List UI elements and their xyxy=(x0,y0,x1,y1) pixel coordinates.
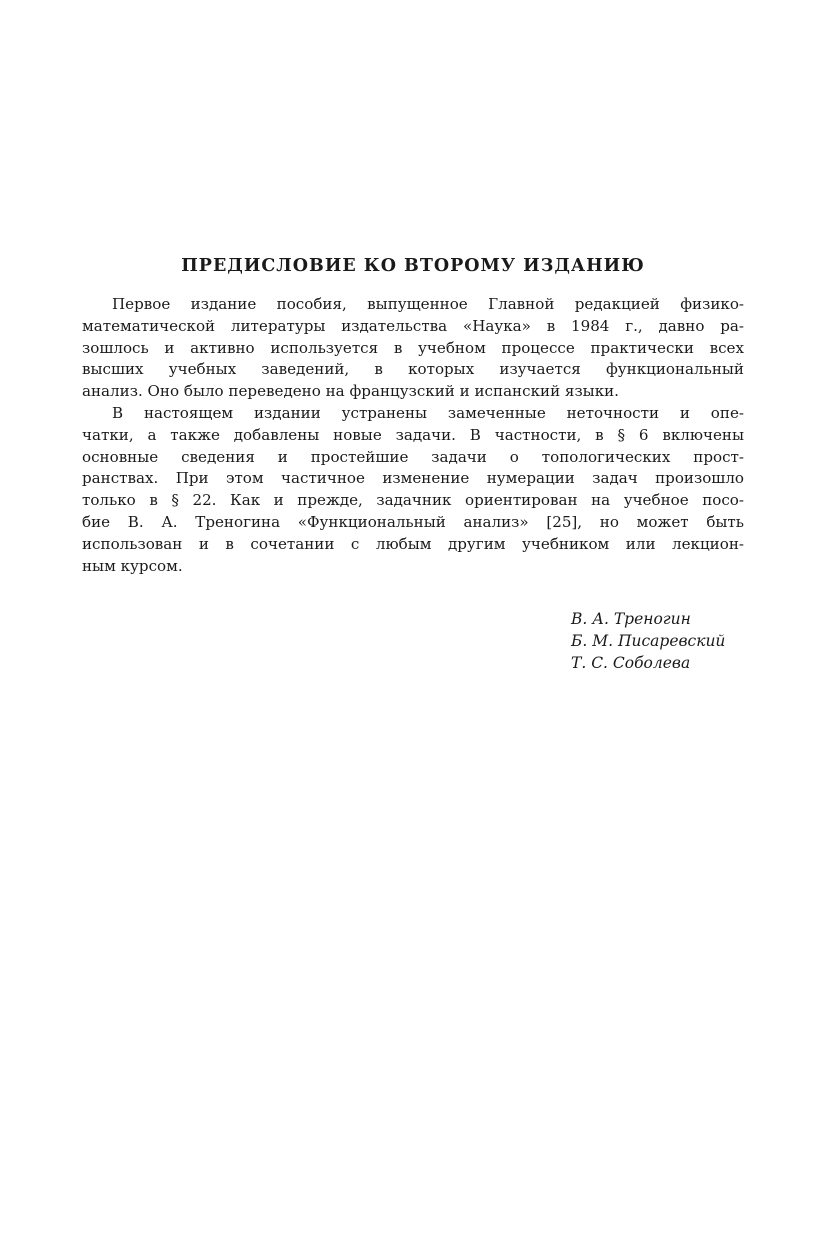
author-signature: Т. С. Соболева xyxy=(571,654,691,672)
text-line: использован и в сочетании с любым другим учебником или лекцион- xyxy=(82,534,744,553)
text-line: В настоящем издании устранены замеченные неточности и опе- xyxy=(112,403,744,422)
preface-body xyxy=(82,294,744,577)
page-title: ПРЕДИСЛОВИЕ КО ВТОРОМУ ИЗДАНИЮ xyxy=(181,256,645,276)
text-line: основные сведения и простейшие задачи о топологических прост- xyxy=(82,447,744,466)
author-signatures xyxy=(571,608,725,674)
text-line: Первое издание пособия, выпущенное Главной редакцией физико- xyxy=(112,295,744,313)
text-line: математической литературы издательства «Наука» в 1984 г., давно ра- xyxy=(82,316,744,335)
text-line: только в § 22. Как и прежде, задачник ориентирован на учебное посо- xyxy=(82,491,744,510)
text-line: ным курсом. xyxy=(82,556,183,575)
text-line: чатки, а также добавлены новые задачи. В частности, в § 6 включены xyxy=(82,425,744,444)
text-line: высших учебных заведений, в которых изучается функциональный xyxy=(82,360,744,379)
text-line: ранствах. При этом частичное изменение нумерации задач произошло xyxy=(82,469,744,488)
text-line: бие В. А. Треногина «Функциональный анализ» [25], но может быть xyxy=(82,512,744,531)
author-signature: В. А. Треногин xyxy=(571,610,691,628)
author-signature: Б. М. Писаревский xyxy=(571,632,726,650)
text-line: зошлось и активно используется в учебном процессе практически всех xyxy=(82,338,744,357)
text-line: анализ. Оно было переведено на французский и испанский языки. xyxy=(82,382,619,401)
